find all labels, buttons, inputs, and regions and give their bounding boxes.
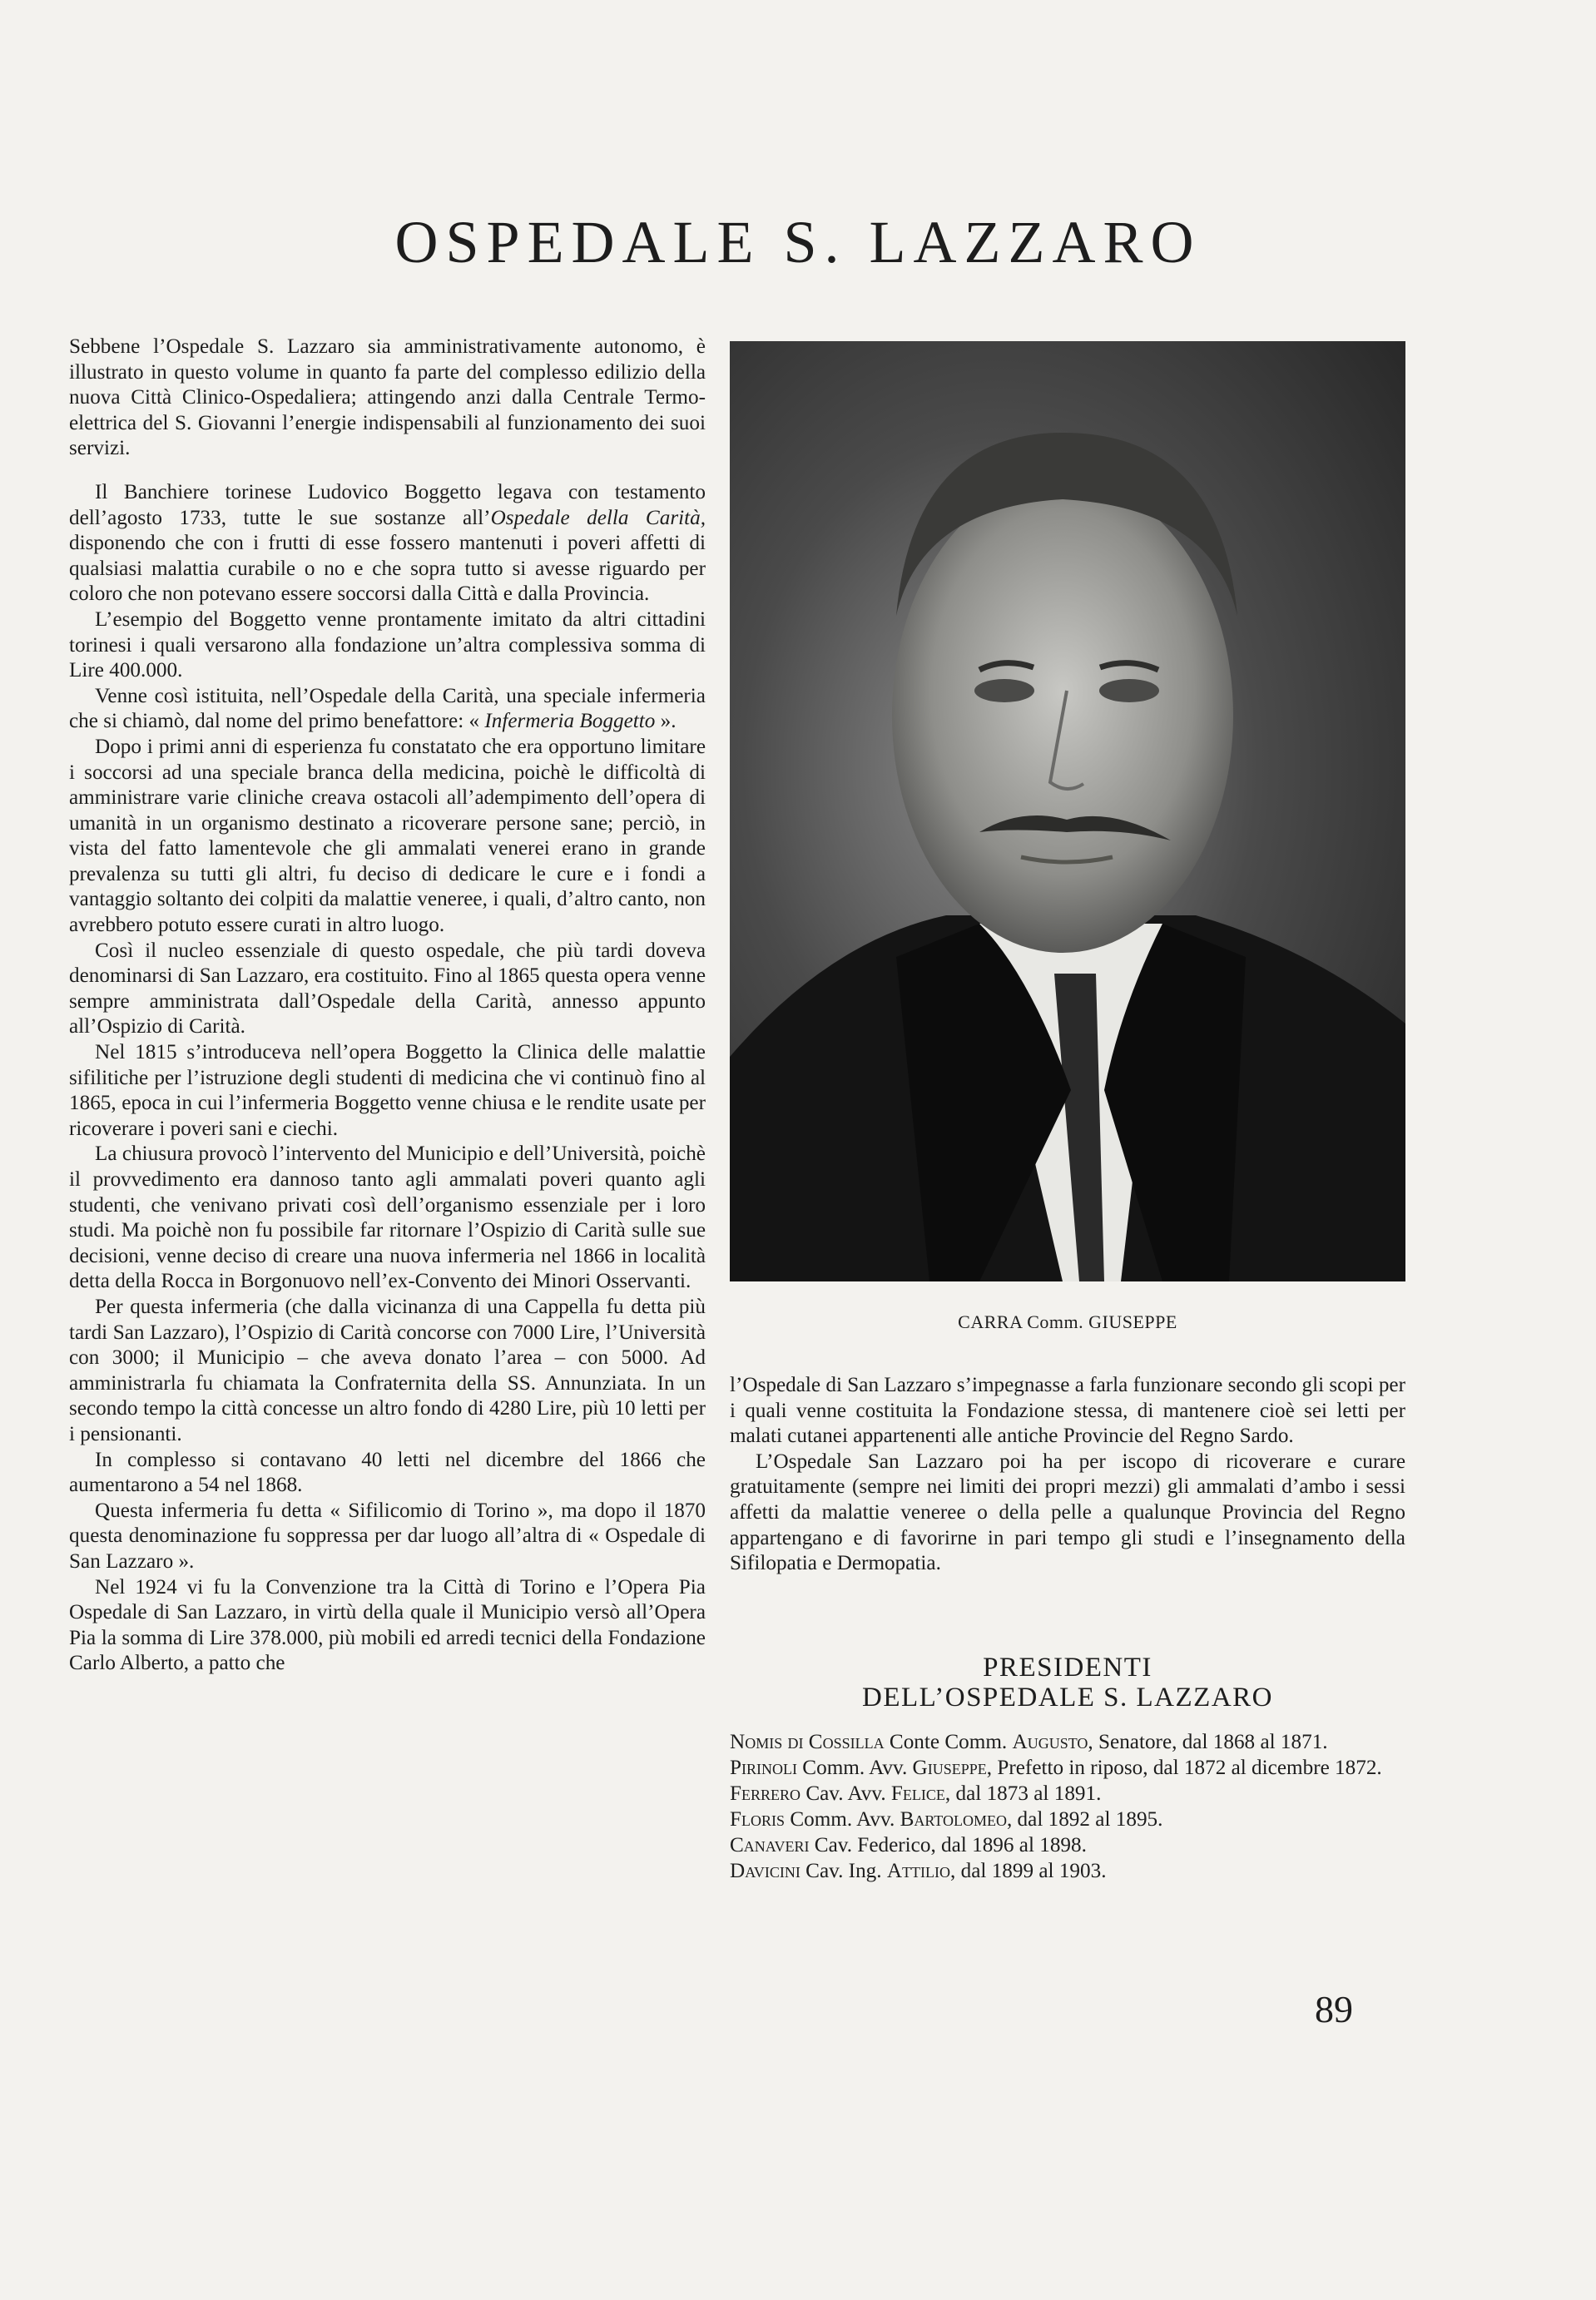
presidents-heading-line-1: PRESIDENTI (983, 1653, 1152, 1683)
president-entry: Davicini Cav. Ing. Attilio, dal 1899 al 1903. (730, 1860, 1107, 1882)
president-entry: Nomis di Cossilla Conte Comm. Augusto, Senatore, dal 1868 al 1871. (730, 1731, 1328, 1753)
left-column (69, 335, 706, 1677)
intro-paragraph: Sebbene l’Ospedale S. Lazzaro sia amministrativamente autonomo, è illustrato in questo volume in quanto fa parte del complesso edilizio della nuova Città Clinico-Ospedaliera; attingendo anzi dalla Centrale Termo-elettrica del S. Giovanni l’energie indispensabili al funzionamento dei suoi servizi. (69, 335, 706, 460)
presidents-heading (730, 1653, 1405, 1713)
paragraph-10: Questa infermeria fu detta « Sifilicomio di Torino », ma dopo il 1870 questa denominazione fu soppressa per dar luogo all’altra di « Ospedale di San Lazzaro ». (69, 1499, 706, 1573)
right-paragraph-1: l’Ospedale di San Lazzaro s’impegnasse a farla funzionare secondo gli scopi per i quali venne costituita la Fondazione stessa, di mantenere cioè sei letti per malati cutanei appartenenti alle antiche Provincie del Regno Sardo. (730, 1374, 1405, 1448)
paragraph-3: Venne così istituita, nell’Ospedale della Carità, una speciale infermeria che si chiamò, dal nome del primo benefattore: « Infermeria Boggetto ». (69, 684, 706, 733)
paragraph-6: Nel 1815 s’introduceva nell’opera Boggetto la Clinica delle malattie sifilitiche per l’istruzione degli studenti di medicina che vi continuò fino al 1865, epoca in cui l’infermeria Boggetto venne chiusa e le rendite usate per ricoverare i poveri sani e ciechi. (69, 1041, 706, 1140)
presidents-heading-line-2: DELL’OSPEDALE S. LAZZARO (861, 1683, 1274, 1713)
presidents-list (730, 1729, 1405, 1884)
portrait-illustration (730, 341, 1405, 1281)
page-title: OSPEDALE S. LAZZARO (394, 209, 1202, 275)
paragraph-5: Così il nucleo essenziale di questo ospedale, che più tardi doveva denominarsi di San Lazzaro, era costituito. Fino al 1865 questa opera venne sempre amministrata dall’Ospedale della Carità, annesso appunto all’Ospizio di Carità. (69, 939, 706, 1038)
president-entry: Canaveri Cav. Federico, dal 1896 al 1898. (730, 1834, 1087, 1856)
paragraph-11: Nel 1924 vi fu la Convenzione tra la Città di Torino e l’Opera Pia Ospedale di San Lazzaro, in virtù della quale il Municipio versò all’Opera Pia la somma di Lire 378.000, più mobili ed arredi tecnici della Fondazione Carlo Alberto, a patto che (69, 1575, 706, 1675)
paragraph-4: Dopo i primi anni di esperienza fu constatato che era opportuno limitare i soccorsi ad una speciale branca della medicina, poichè le difficoltà di amministrare varie cliniche creava ostacoli all’adempimento dell’opera di umanità in un organismo destinato a ricoverare persone sane; perciò, in vista del fatto lamentevole che gli ammalati venerei erano in grande prevalenza su tutti gli altri, fu deciso di dedicare le cure e i fondi a vantaggio soltanto dei colpiti da malattie veneree, i quali, d’altro canto, non avrebbero potuto essere curati in altro luogo. (69, 735, 706, 937)
portrait-photo (730, 341, 1405, 1281)
right-column (730, 1373, 1405, 1577)
paragraph-1: Il Banchiere torinese Ludovico Boggetto legava con testamento dell’agosto 1733, tutte le sue sostanze all’Ospedale della Carità, disponendo che con i frutti di esse fossero mantenuti i poveri affetti di qualsiasi malattia curabile o no e che sopra tutto si avesse riguardo per coloro che non potevano essere soccorsi dalla Città e dalla Provincia. (69, 480, 706, 606)
president-entry: Floris Comm. Avv. Bartolomeo, dal 1892 al 1895. (730, 1808, 1163, 1831)
page-number: 89 (1315, 1988, 1353, 2030)
paragraph-8: Per questa infermeria (che dalla vicinanza di una Cappella fu detta più tardi San Lazzaro), l’Ospizio di Carità concorse con 7000 Lire, l’Università con 3000; il Municipio – che aveva donato l’area – con 5000. Ad amministrarla fu chiamata la Confraternita della SS. Annunziata. In un secondo tempo la città concesse un altro fondo di 4280 Lire, più 10 letti per i pensionanti. (69, 1295, 706, 1445)
paragraph-2: L’esempio del Boggetto venne prontamente imitato da altri cittadini torinesi i quali versarono alla fondazione un’altra complessiva somma di Lire 400.000. (69, 607, 706, 682)
paragraph-7: La chiusura provocò l’intervento del Municipio e dell’Università, poichè il provvedimento era dannoso tanto agli ammalati poveri quanto agli studenti, che venivano privati così dell’organismo essenziale per i loro studi. Ma poichè non fu possibile far ritornare l’Ospizio di Carità sulle sue decisioni, venne deciso di creare una nuova infermeria nel 1866 in località detta della Rocca in Borgonuovo nell’ex-Convento dei Minori Osservanti. (69, 1143, 706, 1293)
photo-caption: CARRA Comm. GIUSEPPE (958, 1311, 1177, 1332)
paragraph-9: In complesso si contavano 40 letti nel dicembre del 1866 che aumentarono a 54 nel 1868. (69, 1448, 706, 1497)
president-entry: Ferrero Cav. Avv. Felice, dal 1873 al 1891. (730, 1782, 1102, 1805)
right-paragraph-2: L’Ospedale San Lazzaro poi ha per iscopo di ricoverare e curare gratuitamente (sempre nei limiti dei propri mezzi) gli ammalati d’ambo i sessi affetti da malattie veneree o della pelle a qualunque Provincia del Regno appartengano e di favorirne in pari tempo gli studi e l’insegnamento della Sifilopatia e Dermopatia. (730, 1450, 1405, 1575)
president-entry: Pirinoli Comm. Avv. Giuseppe, Prefetto in riposo, dal 1872 al dicembre 1872. (730, 1757, 1382, 1779)
